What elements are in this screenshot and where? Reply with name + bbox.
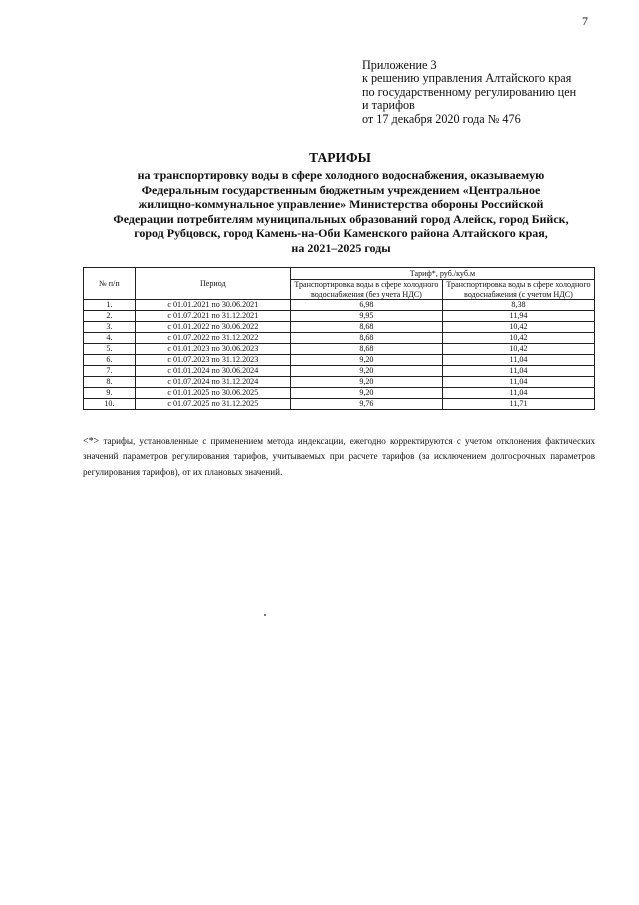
row-period: с 01.01.2022 по 30.06.2022 bbox=[135, 322, 290, 333]
row-number: 1. bbox=[84, 300, 136, 311]
subtitle-line: Федерации потребителям муниципальных образований город Алейск, город Бийск, bbox=[113, 211, 569, 226]
table-row bbox=[84, 311, 595, 322]
tariff-table bbox=[83, 267, 595, 410]
row-tariff-with-vat: 8,38 bbox=[442, 300, 594, 311]
page-number: 7 bbox=[582, 14, 588, 28]
subtitle-line: на 2021–2025 годы bbox=[291, 240, 391, 255]
appendix-line: и тарифов bbox=[362, 98, 415, 113]
row-tariff-without-vat: 9,20 bbox=[290, 377, 442, 388]
scan-speck bbox=[264, 614, 266, 616]
row-tariff-with-vat: 11,04 bbox=[442, 366, 594, 377]
row-number: 10. bbox=[84, 399, 136, 410]
row-tariff-without-vat: 9,20 bbox=[290, 355, 442, 366]
row-tariff-with-vat: 10,42 bbox=[442, 333, 594, 344]
subtitle-line: город Рубцовск, город Камень-на-Оби Каменского района Алтайского края, bbox=[134, 226, 548, 241]
row-period: с 01.01.2023 по 30.06.2023 bbox=[135, 344, 290, 355]
table-row bbox=[84, 388, 595, 399]
row-number: 6. bbox=[84, 355, 136, 366]
row-tariff-with-vat: 10,42 bbox=[442, 322, 594, 333]
subtitle-line: Федеральным государственным бюджетным учреждением «Центральное bbox=[141, 182, 541, 197]
table-row bbox=[84, 333, 595, 344]
header-number: № п/п bbox=[84, 268, 136, 300]
row-period: с 01.07.2021 по 31.12.2021 bbox=[135, 311, 290, 322]
appendix-line: Приложение 3 bbox=[362, 58, 437, 72]
row-tariff-without-vat: 9,20 bbox=[290, 366, 442, 377]
subtitle-line: жилищно-коммунальное управление» Министерства обороны Российской bbox=[138, 197, 544, 212]
footnote bbox=[83, 434, 595, 480]
row-period: с 01.01.2024 по 30.06.2024 bbox=[135, 366, 290, 377]
appendix-line: к решению управления Алтайского края bbox=[362, 71, 572, 86]
row-tariff-with-vat: 11,71 bbox=[442, 399, 594, 410]
row-number: 7. bbox=[84, 366, 136, 377]
table-row bbox=[84, 300, 595, 311]
row-number: 3. bbox=[84, 322, 136, 333]
footnote-symbol: <*> bbox=[83, 436, 100, 447]
row-period: с 01.07.2022 по 31.12.2022 bbox=[135, 333, 290, 344]
row-tariff-without-vat: 9,20 bbox=[290, 388, 442, 399]
header-without-vat: Транспортировка воды в сфере холодного водоснабжения (без учета НДС) bbox=[290, 280, 442, 300]
row-number: 5. bbox=[84, 344, 136, 355]
header-period: Период bbox=[135, 268, 290, 300]
row-tariff-with-vat: 11,04 bbox=[442, 388, 594, 399]
row-number: 2. bbox=[84, 311, 136, 322]
appendix-block bbox=[362, 59, 576, 126]
subtitle-line: на транспортировку воды в сфере холодного водоснабжения, оказываемую bbox=[137, 168, 545, 182]
table-row bbox=[84, 344, 595, 355]
row-tariff-without-vat: 9,95 bbox=[290, 311, 442, 322]
table-row bbox=[84, 399, 595, 410]
row-tariff-with-vat: 11,04 bbox=[442, 377, 594, 388]
row-number: 4. bbox=[84, 333, 136, 344]
row-number: 9. bbox=[84, 388, 136, 399]
row-tariff-without-vat: 9,76 bbox=[290, 399, 442, 410]
table-row bbox=[84, 322, 595, 333]
table-row bbox=[84, 355, 595, 366]
footnote-text: тарифы, установленные с применением метода индексации, ежегодно корректируются с учетом отклонения фактических значений параметров регулирования тарифов, учитываемых при расчете тарифов (за исключением долгосрочных параметров регулирования тарифов), от их плановых значений. bbox=[83, 436, 595, 477]
row-tariff-without-vat: 8,68 bbox=[290, 344, 442, 355]
row-tariff-with-vat: 10,42 bbox=[442, 344, 594, 355]
document-subtitle bbox=[72, 168, 610, 256]
table-row bbox=[84, 366, 595, 377]
row-tariff-with-vat: 11,04 bbox=[442, 355, 594, 366]
header-with-vat: Транспортировка воды в сфере холодного водоснабжения (с учетом НДС) bbox=[442, 280, 594, 300]
header-tariff: Тариф*, руб./куб.м bbox=[290, 268, 594, 280]
document-title: ТАРИФЫ bbox=[309, 150, 371, 165]
appendix-line: от 17 декабря 2020 года № 476 bbox=[362, 111, 521, 126]
row-tariff-without-vat: 6,98 bbox=[290, 300, 442, 311]
table-row bbox=[84, 377, 595, 388]
row-tariff-without-vat: 8,68 bbox=[290, 322, 442, 333]
row-period: с 01.01.2025 по 30.06.2025 bbox=[135, 388, 290, 399]
row-period: с 01.07.2024 по 31.12.2024 bbox=[135, 377, 290, 388]
row-number: 8. bbox=[84, 377, 136, 388]
row-tariff-without-vat: 8,68 bbox=[290, 333, 442, 344]
row-period: с 01.07.2023 по 31.12.2023 bbox=[135, 355, 290, 366]
row-period: с 01.01.2021 по 30.06.2021 bbox=[135, 300, 290, 311]
row-period: с 01.07.2025 по 31.12.2025 bbox=[135, 399, 290, 410]
row-tariff-with-vat: 11,94 bbox=[442, 311, 594, 322]
appendix-line: по государственному регулированию цен bbox=[362, 84, 577, 99]
